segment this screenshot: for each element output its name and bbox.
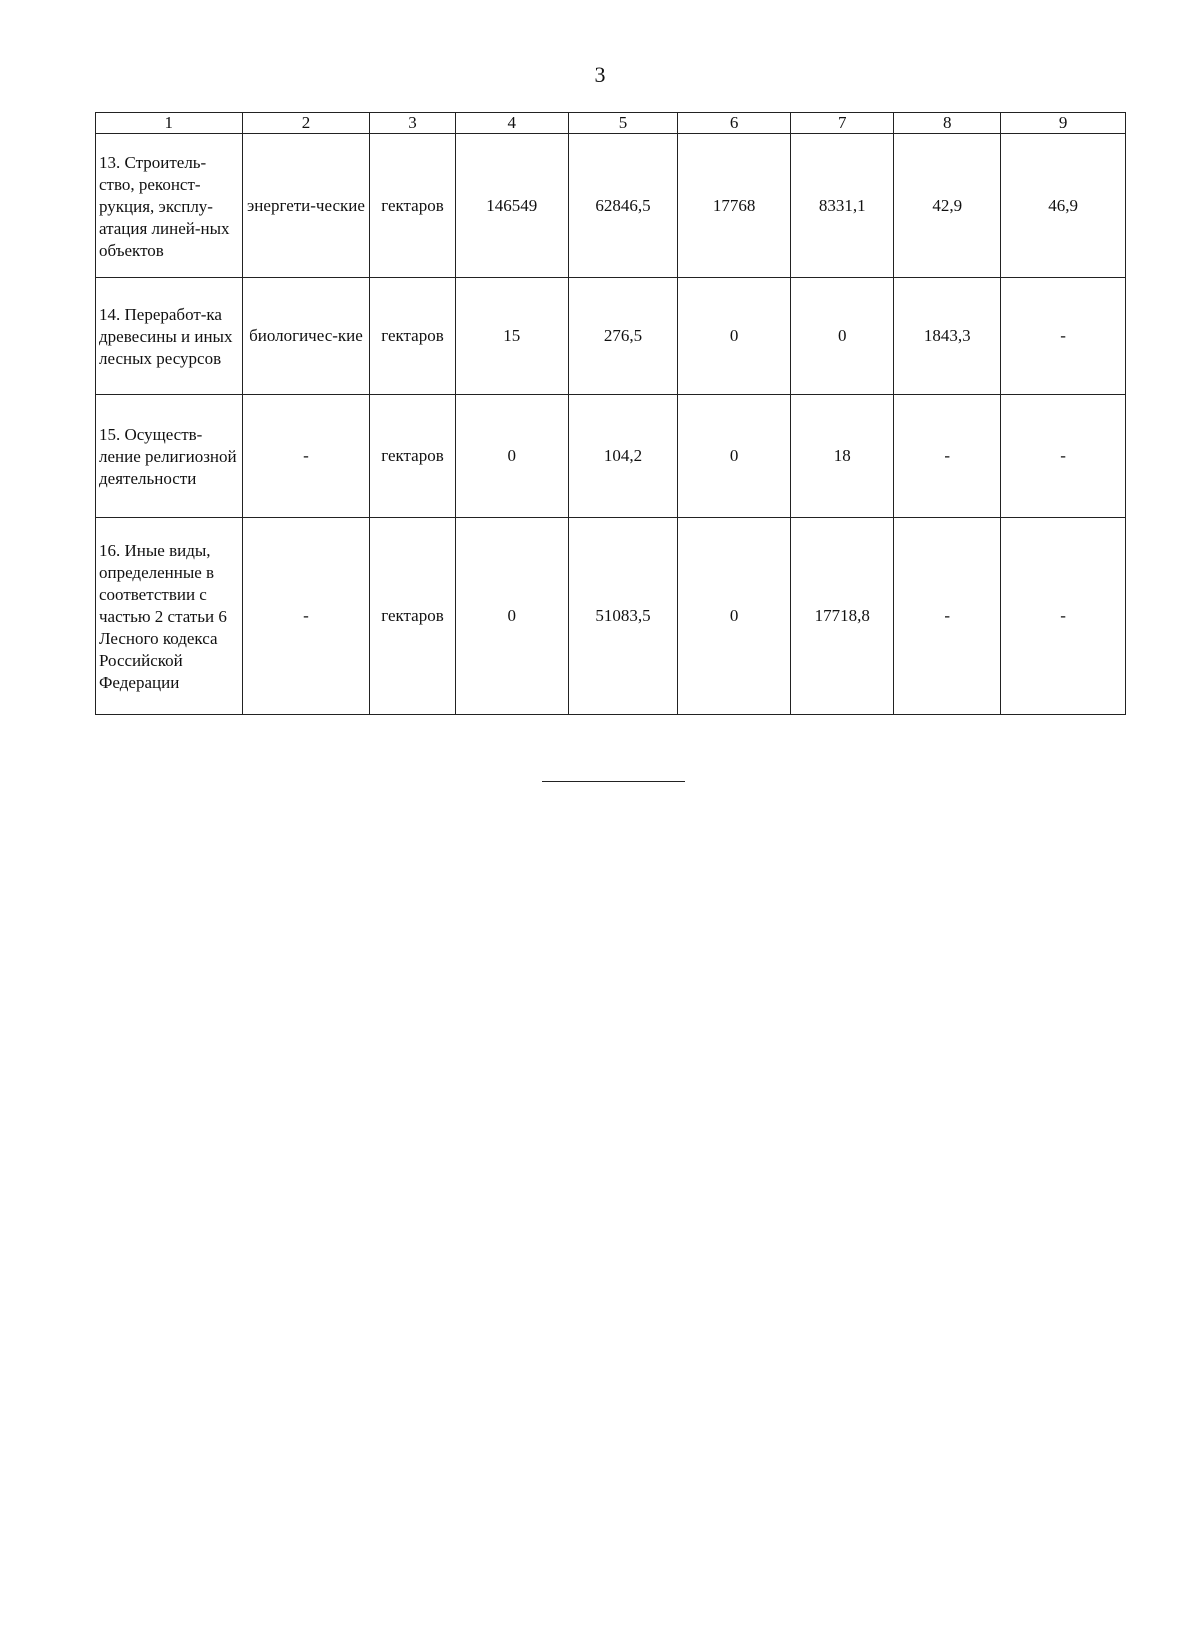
column-number-4: 4 (455, 113, 568, 134)
resource-type-cell (242, 518, 370, 715)
value-cell-4: 15 (455, 278, 568, 395)
value-cell-4: 0 (455, 518, 568, 715)
value-cell-6: 0 (678, 518, 791, 715)
resource-type-cell (242, 278, 370, 395)
value-cell-9: - (1001, 278, 1126, 395)
column-number-7: 7 (791, 113, 894, 134)
value-cell-5: 51083,5 (568, 518, 677, 715)
value-cell-6: 0 (678, 278, 791, 395)
value-cell-5: 62846,5 (568, 134, 677, 278)
column-number-6: 6 (678, 113, 791, 134)
value-cell-6: 0 (678, 395, 791, 518)
resource-type-label: - (303, 606, 309, 625)
value-cell-4: 0 (455, 395, 568, 518)
page-number: 3 (594, 62, 606, 87)
value-cell-9: - (1001, 395, 1126, 518)
value-cell-8: - (894, 395, 1001, 518)
table-row (96, 518, 1126, 715)
table-row (96, 395, 1126, 518)
table-row (96, 134, 1126, 278)
column-number-5: 5 (568, 113, 677, 134)
value-cell-5: 104,2 (568, 395, 677, 518)
resource-type-label: биологичес-кие (249, 326, 363, 345)
closing-rule (542, 781, 685, 782)
column-number-3: 3 (370, 113, 455, 134)
data-table (95, 112, 1126, 715)
value-cell-6: 17768 (678, 134, 791, 278)
column-number-9: 9 (1001, 113, 1126, 134)
resource-type-label: - (303, 446, 309, 465)
activity-cell: 13. Строитель-ство, реконст-рукция, эксплу-атация линей-ных объектов (96, 134, 243, 278)
value-cell-7: 17718,8 (791, 518, 894, 715)
activity-cell: 15. Осуществ-ление религиозной деятельности (96, 395, 243, 518)
activity-cell: 16. Иные виды, определенные в соответствии с частью 2 статьи 6 Лесного кодекса Российской Федерации (96, 518, 243, 715)
column-number-1: 1 (96, 113, 243, 134)
unit-cell: гектаров (370, 395, 455, 518)
value-cell-5: 276,5 (568, 278, 677, 395)
value-cell-7: 18 (791, 395, 894, 518)
value-cell-8: 1843,3 (894, 278, 1001, 395)
column-number-2: 2 (242, 113, 370, 134)
column-number-row (96, 113, 1126, 134)
value-cell-9: 46,9 (1001, 134, 1126, 278)
value-cell-7: 8331,1 (791, 134, 894, 278)
value-cell-7: 0 (791, 278, 894, 395)
unit-cell: гектаров (370, 134, 455, 278)
unit-cell: гектаров (370, 518, 455, 715)
column-number-8: 8 (894, 113, 1001, 134)
value-cell-9: - (1001, 518, 1126, 715)
value-cell-8: - (894, 518, 1001, 715)
value-cell-4: 146549 (455, 134, 568, 278)
resource-type-cell (242, 134, 370, 278)
resource-type-cell (242, 395, 370, 518)
resource-type-label: энергети-ческие (247, 195, 365, 215)
value-cell-8: 42,9 (894, 134, 1001, 278)
activity-cell: 14. Переработ-ка древесины и иных лесных ресурсов (96, 278, 243, 395)
unit-cell: гектаров (370, 278, 455, 395)
table-row (96, 278, 1126, 395)
